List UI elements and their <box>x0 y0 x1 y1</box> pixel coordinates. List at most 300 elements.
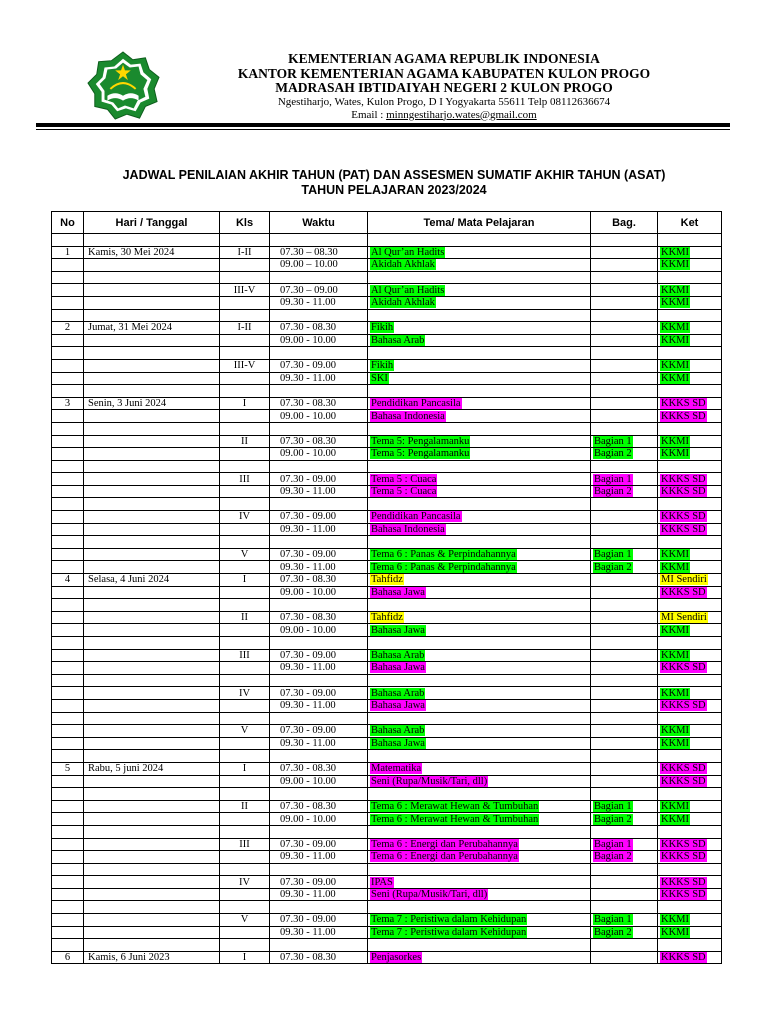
cell-part <box>591 876 658 889</box>
highlighted-text: Bagian 2 <box>594 486 632 498</box>
highlighted-text: Bagian 2 <box>594 851 632 863</box>
cell-subject <box>368 750 591 763</box>
cell-class <box>220 901 270 914</box>
cell-subject <box>368 511 591 524</box>
cell-note <box>658 888 722 901</box>
highlighted-text: Seni (Rupa/Musik/Tari, dll) <box>371 889 488 901</box>
highlighted-text: Bahasa Arab <box>371 649 425 661</box>
table-row <box>52 750 722 763</box>
cell-note <box>658 712 722 725</box>
cell-no <box>52 271 84 284</box>
table-row <box>52 863 722 876</box>
cell-part <box>591 372 658 385</box>
cell-day-date: Jumat, 31 Mei 2024 <box>84 322 220 335</box>
cell-no: 1 <box>52 246 84 259</box>
cell-part <box>591 410 658 423</box>
cell-no <box>52 624 84 637</box>
table-row <box>52 309 722 322</box>
cell-note <box>658 347 722 360</box>
cell-note <box>658 725 722 738</box>
cell-note <box>658 284 722 297</box>
table-row <box>52 435 722 448</box>
highlighted-text: SKI <box>371 372 388 384</box>
table-row <box>52 234 722 247</box>
cell-no <box>52 712 84 725</box>
cell-note <box>658 699 722 712</box>
cell-subject <box>368 599 591 612</box>
highlighted-text: KKKS SD <box>661 511 706 523</box>
cell-note <box>658 397 722 410</box>
cell-time: 07.30 - 08.30 <box>270 574 368 587</box>
table-row <box>52 511 722 524</box>
cell-note <box>658 624 722 637</box>
highlighted-text: Bahasa Jawa <box>371 700 425 712</box>
cell-time: 09.30 - 11.00 <box>270 561 368 574</box>
cell-note <box>658 574 722 587</box>
highlighted-text: KKKS SD <box>661 775 706 787</box>
cell-day-date <box>84 851 220 864</box>
cell-class: I-II <box>220 246 270 259</box>
highlighted-text: KKKS SD <box>661 662 706 674</box>
cell-class <box>220 750 270 763</box>
cell-class: V <box>220 914 270 927</box>
cell-class <box>220 825 270 838</box>
cell-no <box>52 485 84 498</box>
cell-class <box>220 851 270 864</box>
cell-time <box>270 498 368 511</box>
cell-time <box>270 674 368 687</box>
cell-subject <box>368 725 591 738</box>
cell-class <box>220 561 270 574</box>
cell-day-date <box>84 599 220 612</box>
cell-part <box>591 712 658 725</box>
cell-part <box>591 662 658 675</box>
highlighted-text: KKKS SD <box>661 952 706 964</box>
highlighted-text: KKKS SD <box>661 486 706 498</box>
cell-subject <box>368 309 591 322</box>
highlighted-text: KKMI <box>661 738 689 750</box>
header-part: Bag. <box>591 212 658 234</box>
highlighted-text: Bahasa Arab <box>371 335 425 347</box>
cell-time: 09.00 - 10.00 <box>270 448 368 461</box>
table-row <box>52 876 722 889</box>
highlighted-text: KKKS SD <box>661 586 706 598</box>
cell-class: IV <box>220 511 270 524</box>
highlighted-text: Bagian 2 <box>594 813 632 825</box>
table-row <box>52 385 722 398</box>
cell-class <box>220 939 270 952</box>
cell-time: 07.30 - 09.00 <box>270 649 368 662</box>
highlighted-text: KKMI <box>661 801 689 813</box>
cell-note <box>658 435 722 448</box>
cell-subject <box>368 800 591 813</box>
cell-class <box>220 586 270 599</box>
cell-class <box>220 460 270 473</box>
highlighted-text: Bahasa Indonesia <box>371 410 445 422</box>
cell-no <box>52 536 84 549</box>
cell-subject <box>368 296 591 309</box>
cell-day-date <box>84 674 220 687</box>
cell-class <box>220 674 270 687</box>
cell-day-date <box>84 548 220 561</box>
cell-class: V <box>220 725 270 738</box>
cell-note <box>658 422 722 435</box>
cell-time: 09.00 - 10.00 <box>270 624 368 637</box>
highlighted-text: Bahasa Indonesia <box>371 523 445 535</box>
cell-day-date <box>84 511 220 524</box>
cell-note <box>658 561 722 574</box>
cell-time: 07.30 - 08.30 <box>270 435 368 448</box>
highlighted-text: Fikih <box>371 360 394 372</box>
cell-subject <box>368 662 591 675</box>
table-row <box>52 674 722 687</box>
kemenag-logo-icon <box>84 50 162 122</box>
table-row <box>52 523 722 536</box>
cell-class: I <box>220 762 270 775</box>
cell-class <box>220 271 270 284</box>
cell-subject <box>368 876 591 889</box>
cell-day-date <box>84 914 220 927</box>
cell-part <box>591 574 658 587</box>
cell-day-date <box>84 523 220 536</box>
cell-day-date <box>84 926 220 939</box>
cell-part <box>591 687 658 700</box>
cell-part <box>591 611 658 624</box>
highlighted-text: KKKS SD <box>661 851 706 863</box>
cell-class <box>220 410 270 423</box>
cell-day-date <box>84 712 220 725</box>
cell-day-date <box>84 359 220 372</box>
cell-class: III-V <box>220 359 270 372</box>
cell-time: 07.30 - 08.30 <box>270 397 368 410</box>
cell-no <box>52 637 84 650</box>
cell-class: II <box>220 435 270 448</box>
highlighted-text: Penjasorkes <box>371 952 422 964</box>
highlighted-text: Bahasa Jawa <box>371 738 425 750</box>
cell-day-date: Rabu, 5 juni 2024 <box>84 762 220 775</box>
cell-day-date <box>84 649 220 662</box>
highlighted-text: KKKS SD <box>661 763 706 775</box>
cell-part <box>591 788 658 801</box>
cell-subject <box>368 385 591 398</box>
cell-no <box>52 851 84 864</box>
cell-class <box>220 385 270 398</box>
cell-class: II <box>220 800 270 813</box>
highlighted-text: Bagian 1 <box>594 473 632 485</box>
table-header-row <box>52 212 722 234</box>
cell-day-date <box>84 725 220 738</box>
cell-no <box>52 939 84 952</box>
cell-day-date <box>84 699 220 712</box>
cell-class <box>220 334 270 347</box>
cell-day-date <box>84 485 220 498</box>
highlighted-text: KKKS SD <box>661 410 706 422</box>
table-row <box>52 939 722 952</box>
cell-subject <box>368 674 591 687</box>
cell-subject <box>368 649 591 662</box>
cell-day-date <box>84 536 220 549</box>
cell-subject <box>368 498 591 511</box>
highlighted-text: MI Sendiri <box>661 574 707 586</box>
cell-subject <box>368 473 591 486</box>
cell-time: 07.30 - 09.00 <box>270 687 368 700</box>
cell-day-date: Kamis, 30 Mei 2024 <box>84 246 220 259</box>
cell-part <box>591 838 658 851</box>
highlighted-text: KKMI <box>661 448 689 460</box>
cell-part <box>591 485 658 498</box>
cell-part <box>591 259 658 272</box>
highlighted-text: KKKS SD <box>661 889 706 901</box>
cell-note <box>658 914 722 927</box>
table-row <box>52 284 722 297</box>
cell-day-date <box>84 788 220 801</box>
highlighted-text: KKMI <box>661 360 689 372</box>
cell-day-date <box>84 800 220 813</box>
cell-time: 09.00 - 10.00 <box>270 586 368 599</box>
cell-part <box>591 523 658 536</box>
cell-no: 5 <box>52 762 84 775</box>
cell-part <box>591 624 658 637</box>
cell-no <box>52 750 84 763</box>
cell-day-date <box>84 901 220 914</box>
table-row <box>52 372 722 385</box>
cell-note <box>658 460 722 473</box>
cell-time <box>270 637 368 650</box>
highlighted-text: Akidah Akhlak <box>371 259 435 271</box>
cell-no <box>52 599 84 612</box>
cell-class <box>220 699 270 712</box>
cell-part <box>591 914 658 927</box>
cell-day-date: Kamis, 6 Juni 2023 <box>84 951 220 964</box>
table-row <box>52 775 722 788</box>
cell-class <box>220 448 270 461</box>
highlighted-text: Bagian 1 <box>594 838 632 850</box>
cell-class <box>220 775 270 788</box>
cell-no <box>52 385 84 398</box>
cell-time: 07.30 - 08.30 <box>270 611 368 624</box>
cell-note <box>658 334 722 347</box>
cell-no <box>52 511 84 524</box>
cell-class: II <box>220 611 270 624</box>
cell-note <box>658 410 722 423</box>
cell-subject <box>368 712 591 725</box>
cell-class: IV <box>220 876 270 889</box>
cell-class <box>220 737 270 750</box>
cell-time: 07.30 - 08.30 <box>270 951 368 964</box>
cell-day-date <box>84 334 220 347</box>
cell-subject <box>368 926 591 939</box>
cell-class <box>220 637 270 650</box>
cell-day-date <box>84 737 220 750</box>
email-link[interactable]: minngestiharjo.wates@gmail.com <box>386 108 537 121</box>
cell-day-date <box>84 296 220 309</box>
highlighted-text: Tahfidz <box>371 612 403 624</box>
cell-subject <box>368 523 591 536</box>
cell-day-date <box>84 662 220 675</box>
highlighted-text: Bahasa Jawa <box>371 586 425 598</box>
cell-subject <box>368 901 591 914</box>
cell-time: 07.30 – 09.00 <box>270 284 368 297</box>
cell-note <box>658 473 722 486</box>
cell-no <box>52 674 84 687</box>
highlighted-text: Bagian 1 <box>594 435 632 447</box>
cell-part <box>591 725 658 738</box>
cell-time: 09.00 - 10.00 <box>270 813 368 826</box>
cell-note <box>658 498 722 511</box>
cell-time: 07.30 - 09.00 <box>270 359 368 372</box>
cell-time <box>270 536 368 549</box>
cell-note <box>658 385 722 398</box>
cell-note <box>658 851 722 864</box>
school-email <box>170 109 718 122</box>
cell-day-date <box>84 939 220 952</box>
cell-note <box>658 876 722 889</box>
cell-no <box>52 813 84 826</box>
cell-no <box>52 372 84 385</box>
cell-part <box>591 422 658 435</box>
cell-day-date <box>84 435 220 448</box>
cell-class <box>220 599 270 612</box>
cell-class <box>220 523 270 536</box>
office-name: KANTOR KEMENTERIAN AGAMA KABUPATEN KULON PROGO <box>237 65 651 81</box>
cell-class <box>220 813 270 826</box>
cell-note <box>658 309 722 322</box>
cell-part <box>591 599 658 612</box>
cell-class: IV <box>220 687 270 700</box>
cell-note <box>658 611 722 624</box>
cell-no <box>52 234 84 247</box>
cell-day-date <box>84 410 220 423</box>
cell-subject <box>368 271 591 284</box>
cell-part <box>591 939 658 952</box>
cell-subject <box>368 234 591 247</box>
cell-class <box>220 624 270 637</box>
highlighted-text: KKKS SD <box>661 876 706 888</box>
cell-part <box>591 435 658 448</box>
cell-no: 3 <box>52 397 84 410</box>
cell-no <box>52 888 84 901</box>
header-class: Kls <box>220 212 270 234</box>
cell-part <box>591 322 658 335</box>
cell-day-date <box>84 372 220 385</box>
cell-day-date <box>84 561 220 574</box>
cell-no <box>52 901 84 914</box>
cell-part <box>591 347 658 360</box>
title-line-2: TAHUN PELAJARAN 2023/2024 <box>301 182 487 197</box>
cell-subject <box>368 347 591 360</box>
cell-note <box>658 649 722 662</box>
cell-part <box>591 473 658 486</box>
cell-day-date <box>84 309 220 322</box>
cell-time <box>270 939 368 952</box>
table-row <box>52 448 722 461</box>
highlighted-text: KKMI <box>661 914 689 926</box>
table-row <box>52 347 722 360</box>
cell-note <box>658 548 722 561</box>
cell-no <box>52 548 84 561</box>
cell-time <box>270 347 368 360</box>
cell-no <box>52 347 84 360</box>
cell-time: 09.30 - 11.00 <box>270 662 368 675</box>
cell-part <box>591 863 658 876</box>
highlighted-text: Tema 5 : Cuaca <box>371 486 437 498</box>
cell-day-date <box>84 876 220 889</box>
cell-day-date <box>84 473 220 486</box>
cell-class: I <box>220 574 270 587</box>
highlighted-text: Tahfidz <box>371 574 403 586</box>
table-row <box>52 561 722 574</box>
cell-day-date <box>84 888 220 901</box>
table-row <box>52 246 722 259</box>
cell-no <box>52 359 84 372</box>
cell-time <box>270 825 368 838</box>
cell-part <box>591 737 658 750</box>
highlighted-text: Al Qur’an Hadits <box>371 284 445 296</box>
table-row <box>52 951 722 964</box>
cell-time <box>270 422 368 435</box>
cell-no <box>52 825 84 838</box>
cell-time <box>270 863 368 876</box>
cell-note <box>658 662 722 675</box>
cell-day-date <box>84 813 220 826</box>
cell-time: 09.30 - 11.00 <box>270 737 368 750</box>
cell-time <box>270 599 368 612</box>
highlighted-text: Bahasa Jawa <box>371 624 425 636</box>
table-row <box>52 574 722 587</box>
cell-no: 4 <box>52 574 84 587</box>
cell-note <box>658 737 722 750</box>
table-row <box>52 637 722 650</box>
cell-part <box>591 448 658 461</box>
cell-part <box>591 674 658 687</box>
cell-day-date <box>84 460 220 473</box>
cell-class <box>220 863 270 876</box>
cell-subject <box>368 813 591 826</box>
cell-part <box>591 296 658 309</box>
cell-day-date <box>84 637 220 650</box>
cell-subject <box>368 372 591 385</box>
cell-subject <box>368 574 591 587</box>
table-row <box>52 712 722 725</box>
cell-no <box>52 435 84 448</box>
cell-part <box>591 762 658 775</box>
highlighted-text: Bagian 2 <box>594 561 632 573</box>
cell-day-date: Senin, 3 Juni 2024 <box>84 397 220 410</box>
cell-no <box>52 611 84 624</box>
cell-no <box>52 649 84 662</box>
cell-subject <box>368 914 591 927</box>
cell-subject <box>368 775 591 788</box>
cell-note <box>658 259 722 272</box>
table-row <box>52 322 722 335</box>
letterhead <box>0 0 768 140</box>
cell-no <box>52 498 84 511</box>
cell-subject <box>368 851 591 864</box>
table-row <box>52 662 722 675</box>
cell-subject <box>368 687 591 700</box>
cell-day-date: Selasa, 4 Juni 2024 <box>84 574 220 587</box>
table-row <box>52 926 722 939</box>
highlighted-text: KKMI <box>661 649 689 661</box>
cell-subject <box>368 334 591 347</box>
cell-no <box>52 259 84 272</box>
highlighted-text: KKKS SD <box>661 523 706 535</box>
cell-no <box>52 448 84 461</box>
table-row <box>52 359 722 372</box>
cell-day-date <box>84 234 220 247</box>
schedule-body <box>52 234 722 964</box>
highlighted-text: Tema 6 : Energi dan Perubahannya <box>371 851 518 863</box>
